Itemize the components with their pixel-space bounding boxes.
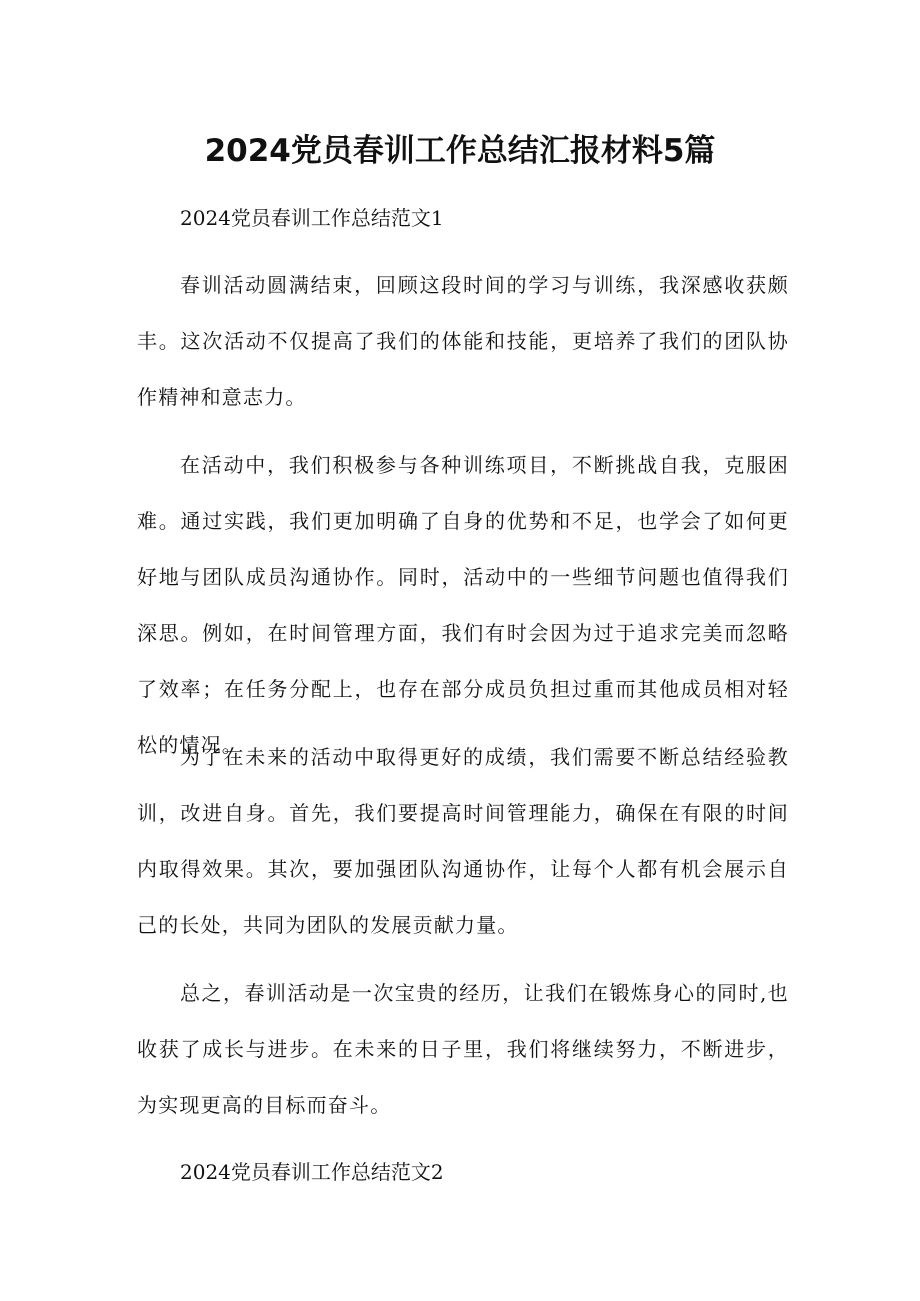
paragraph-1: 春训活动圆满结束，回顾这段时间的学习与训练，我深感收获颇丰。这次活动不仅提高了我们的体能和技能，更培养了我们的团队协作精神和意志力。	[137, 273, 789, 409]
paragraph-4: 总之，春训活动是一次宝贵的经历，让我们在锻炼身心的同时,也收获了成长与进步。在未来的日子里，我们将继续努力，不断进步，为实现更高的目标而奋斗。	[137, 981, 789, 1117]
paragraph-2: 在活动中，我们积极参与各种训练项目，不断挑战自我，克服困难。通过实践，我们更加明确了自身的优势和不足，也学会了如何更好地与团队成员沟通协作。同时，活动中的一些细节问题也值得我们深思。例如，在时间管理方面，我们有时会因为过于追求完美而忽略了效率；在任务分配上，也存在部分成员负担过重而其他成员相对轻松的情况。	[137, 453, 789, 757]
document-title: 2024党员春训工作总结汇报材料5篇	[204, 133, 716, 169]
paragraph-3: 为了在未来的活动中取得更好的成绩，我们需要不断总结经验教训，改进自身。首先，我们要提高时间管理能力，确保在有限的时间内取得效果。其次，要加强团队沟通协作，让每个人都有机会展示自己的长处，共同为团队的发展贡献力量。	[137, 745, 789, 937]
section-heading-2: 2024党员春训工作总结范文2	[180, 1160, 444, 1184]
section-heading-1: 2024党员春训工作总结范文1	[180, 206, 444, 230]
